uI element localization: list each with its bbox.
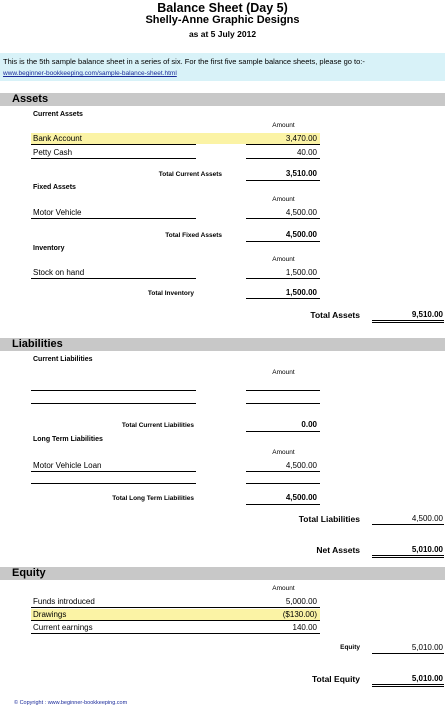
item-petty-cash: Petty Cash (33, 148, 73, 157)
fixed-assets-heading: Fixed Assets (33, 184, 76, 191)
equity-label: Equity (340, 644, 360, 651)
item-underline (31, 607, 320, 608)
value-funds-introduced: 5,000.00 (285, 597, 317, 606)
item-underline (31, 218, 196, 219)
info-text: This is the 5th sample balance sheet in a series of six. For the first five sample balance sheets, please go to:- (3, 57, 365, 66)
net-assets-double-underline (372, 555, 444, 558)
sheet-title: Balance Sheet (Day 5) (157, 1, 288, 15)
item-underline (31, 144, 196, 145)
equity-value: 5,010.00 (411, 643, 443, 652)
item-underline (31, 633, 320, 634)
item-current-earnings: Current earnings (33, 623, 93, 632)
sheet-date: as at 5 July 2012 (188, 29, 257, 39)
item-underline (31, 158, 196, 159)
value-petty-cash: 40.00 (296, 148, 317, 157)
amount-header: Amount (272, 256, 295, 263)
company-name: Shelly-Anne Graphic Designs (145, 14, 300, 26)
equity-underline (372, 653, 444, 654)
item-motor-vehicle-loan: Motor Vehicle Loan (33, 461, 102, 470)
item-underline (31, 403, 196, 404)
total-current-liabilities-value: 0.00 (301, 420, 317, 429)
current-assets-heading: Current Assets (33, 111, 83, 118)
value-stock-on-hand: 1,500.00 (285, 268, 317, 277)
total-equity-label: Total Equity (311, 674, 360, 684)
equity-section-bar (0, 567, 445, 580)
total-liabilities-label: Total Liabilities (298, 514, 360, 524)
value-current-earnings: 140.00 (292, 623, 317, 632)
value-underline (246, 278, 320, 279)
value-underline (246, 144, 320, 145)
value-underline (246, 390, 320, 391)
total-underline (246, 298, 320, 299)
value-motor-vehicle-loan: 4,500.00 (285, 461, 317, 470)
value-motor-vehicle: 4,500.00 (285, 208, 317, 217)
amount-header: Amount (272, 122, 295, 129)
net-assets-value: 5,010.00 (411, 545, 443, 554)
value-underline (246, 218, 320, 219)
item-funds-introduced: Funds introduced (33, 597, 95, 606)
total-long-term-liabilities-value: 4,500.00 (285, 493, 317, 502)
total-current-liabilities-label: Total Current Liabilities (121, 422, 194, 429)
value-bank-account: 3,470.00 (285, 134, 317, 143)
total-liabilities-value: 4,500.00 (411, 514, 443, 523)
equity-heading: Equity (12, 567, 46, 579)
total-equity-double-underline (372, 684, 444, 687)
amount-header: Amount (272, 585, 295, 592)
info-link[interactable]: www.beginner-bookkeeping.com/sample-balance-sheet.html (3, 70, 177, 77)
assets-heading: Assets (12, 93, 49, 105)
total-long-term-liabilities-label: Total Long Term Liabilities (112, 495, 194, 502)
item-underline (31, 471, 196, 472)
item-stock-on-hand: Stock on hand (33, 268, 85, 277)
total-assets-value: 9,510.00 (411, 310, 443, 319)
total-inventory-value: 1,500.00 (285, 288, 317, 297)
item-drawings: Drawings (33, 610, 67, 619)
value-underline (246, 471, 320, 472)
total-underline (246, 431, 320, 432)
total-current-assets-label: Total Current Assets (158, 171, 222, 178)
current-liabilities-heading: Current Liabilities (33, 356, 93, 363)
total-equity-value: 5,010.00 (411, 674, 443, 683)
total-underline (246, 180, 320, 181)
item-underline (31, 390, 196, 391)
assets-section-bar (0, 93, 445, 106)
amount-header: Amount (272, 449, 295, 456)
net-assets-label: Net Assets (316, 545, 360, 555)
item-underline (31, 620, 320, 621)
total-inventory-label: Total Inventory (147, 290, 194, 297)
total-underline (246, 504, 320, 505)
item-motor-vehicle: Motor Vehicle (33, 208, 82, 217)
copyright-notice: © Copyright : www.beginner-bookkeeping.com (14, 700, 128, 706)
total-underline (246, 241, 320, 242)
total-fixed-assets-label: Total Fixed Assets (165, 232, 222, 239)
item-bank-account: Bank Account (33, 134, 82, 143)
long-term-liabilities-heading: Long Term Liabilities (33, 436, 103, 443)
item-underline (31, 483, 196, 484)
item-underline (31, 278, 196, 279)
total-underline (372, 524, 444, 525)
inventory-heading: Inventory (33, 245, 65, 252)
value-underline (246, 483, 320, 484)
liabilities-section-bar (0, 338, 445, 351)
total-double-underline (372, 320, 444, 323)
total-fixed-assets-value: 4,500.00 (285, 230, 317, 239)
value-underline (246, 158, 320, 159)
value-drawings: ($130.00) (282, 610, 317, 619)
total-current-assets-value: 3,510.00 (285, 169, 317, 178)
amount-header: Amount (272, 196, 295, 203)
value-underline (246, 403, 320, 404)
total-assets-label: Total Assets (310, 310, 360, 320)
amount-header: Amount (272, 369, 295, 376)
liabilities-heading: Liabilities (12, 338, 63, 350)
